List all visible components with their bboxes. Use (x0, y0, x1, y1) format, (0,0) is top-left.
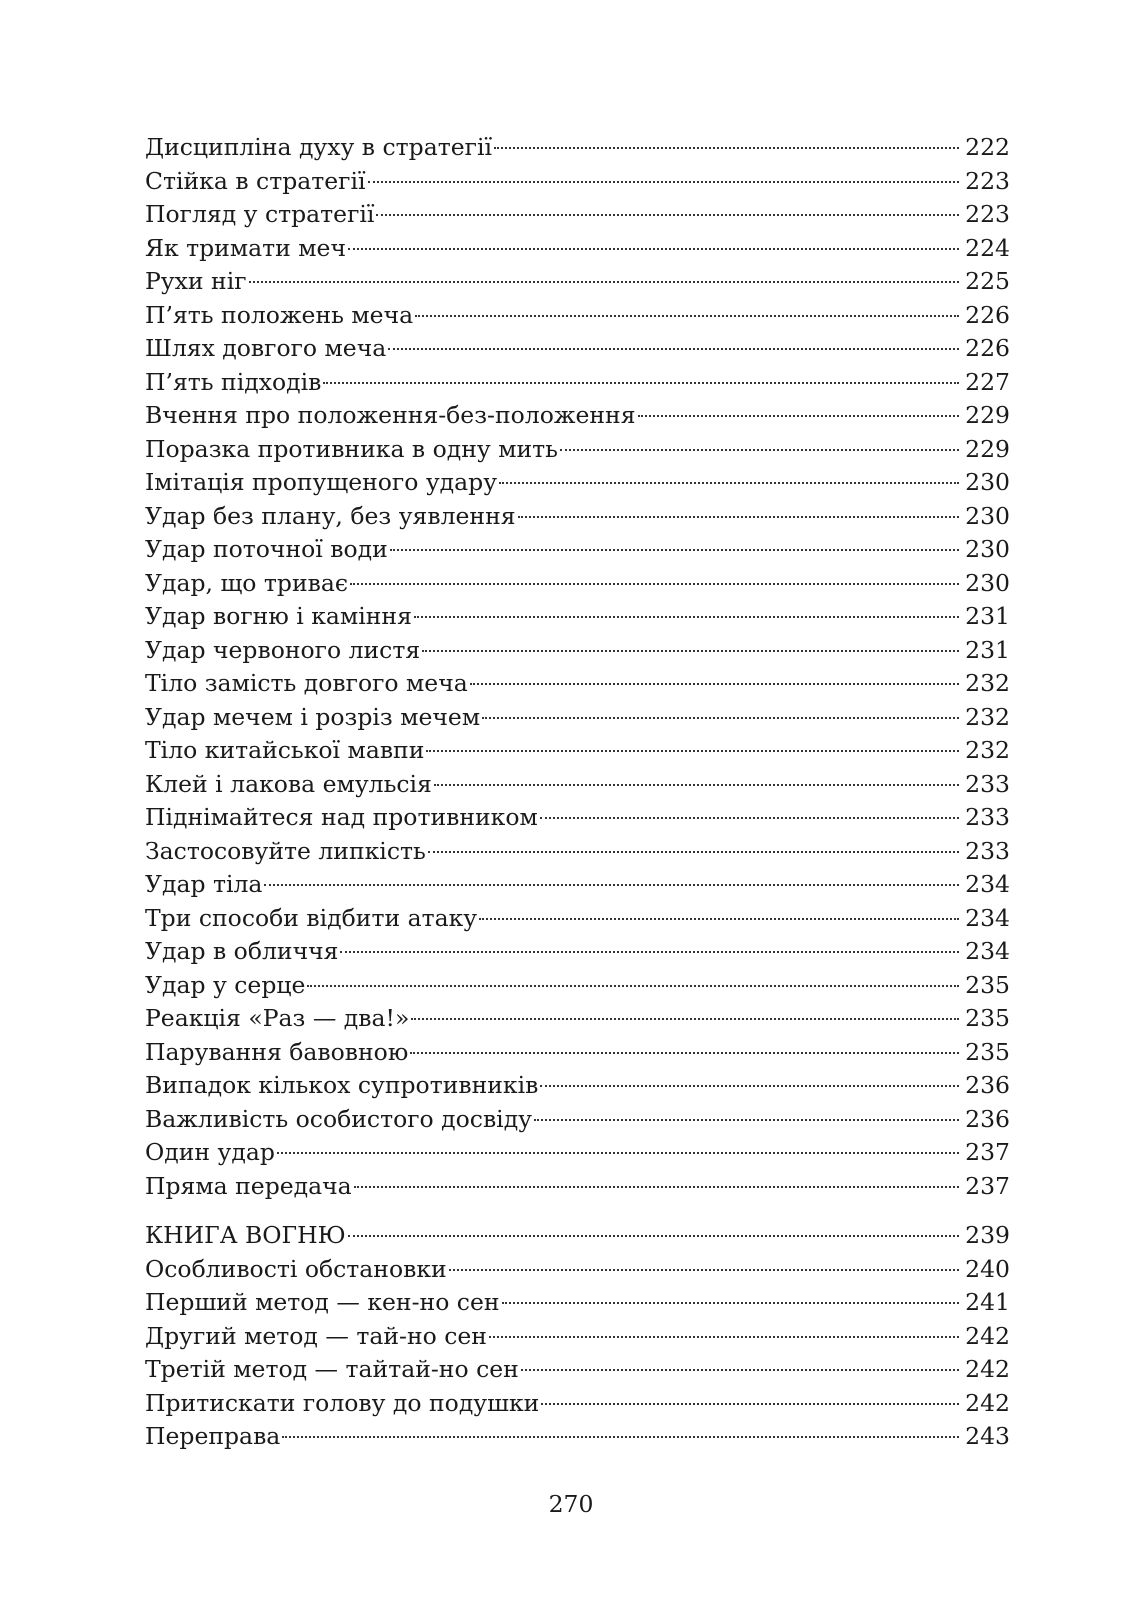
toc-entry (145, 835, 1010, 869)
dot-leader (521, 1369, 959, 1371)
dot-leader (426, 750, 959, 752)
toc-entry-title: Удар поточної води (145, 535, 388, 563)
toc-entry-title: Випадок кількох супротивників (145, 1071, 539, 1099)
page-number: 270 (548, 1490, 594, 1518)
dot-leader (422, 650, 959, 652)
dot-leader (249, 281, 960, 283)
toc-entry-page: 223 (965, 166, 1010, 195)
dot-leader (350, 583, 959, 585)
dot-leader (518, 516, 960, 518)
dot-leader (434, 784, 959, 786)
toc-entry (145, 1320, 1010, 1354)
dot-leader (411, 1018, 959, 1020)
dot-leader (449, 1269, 959, 1271)
dot-leader (307, 985, 959, 987)
toc-entry-title: Удар мечем і розріз мечем (145, 702, 481, 731)
toc-entry (145, 600, 1010, 634)
toc-entry-title: Удар вогню і каміння (145, 602, 412, 630)
toc-entry-page: 230 (965, 468, 1010, 496)
toc-entry (145, 734, 1010, 768)
toc-entry-title: Притискати голову до подушки (145, 1388, 540, 1417)
toc-entry (145, 1069, 1010, 1103)
toc-entry (145, 1002, 1010, 1036)
toc-entry-title: Реакція «Раз — два!» (145, 1004, 410, 1032)
dot-leader (470, 683, 959, 685)
toc-entry (145, 1219, 1010, 1253)
toc-entry-page: 229 (965, 401, 1010, 429)
toc-entry (145, 165, 1010, 199)
toc-entry-title: Тіло замість довгого меча (145, 669, 468, 697)
toc-entry (145, 131, 1010, 165)
toc-entry-title: Погляд у стратегії (145, 200, 375, 228)
toc-entry-title: Три способи відбити атаку (145, 903, 478, 932)
dot-leader (499, 482, 959, 484)
toc-entry-title: Перший метод — кен-но сен (145, 1288, 500, 1316)
toc-entry-page: 229 (965, 434, 1010, 463)
toc-entry-page: 233 (965, 803, 1010, 831)
toc-entry-title: Пряма передача (145, 1171, 352, 1200)
dot-leader (410, 1052, 959, 1054)
toc-entry-page: 231 (965, 635, 1010, 664)
dot-leader (368, 181, 960, 183)
toc-entry (145, 1286, 1010, 1320)
toc-section (145, 131, 1010, 1203)
dot-leader (376, 214, 959, 216)
toc-section (145, 1219, 1010, 1454)
toc-entry-title: Піднімайтеся над противником (145, 803, 538, 831)
toc-entry-title: Поразка противника в одну мить (145, 434, 558, 463)
toc-entry-page: 230 (965, 568, 1010, 597)
toc-entry-title: П’ять підходів (145, 367, 322, 396)
toc-entry-page: 226 (965, 300, 1010, 329)
dot-leader (502, 1302, 960, 1304)
toc-entry (145, 801, 1010, 835)
dot-leader (348, 248, 959, 250)
toc-entry-page: 227 (965, 367, 1010, 396)
toc-entry-title: Третій метод — тайтай-но сен (145, 1355, 519, 1383)
toc-entry (145, 433, 1010, 467)
toc-entry-page: 235 (965, 1037, 1010, 1066)
toc-entry (145, 265, 1010, 299)
toc-entry (145, 1036, 1010, 1070)
dot-leader (282, 1436, 959, 1438)
toc-entry-page: 230 (965, 535, 1010, 563)
toc-entry-page: 242 (965, 1388, 1010, 1417)
toc-entry-page: 243 (965, 1422, 1010, 1450)
toc-entry (145, 1170, 1010, 1204)
toc-entry-page: 233 (965, 769, 1010, 798)
toc-entry (145, 299, 1010, 333)
dot-leader (482, 717, 959, 719)
toc-entry-title: Один удар (145, 1138, 275, 1166)
toc-entry-page: 232 (965, 736, 1010, 764)
dot-leader (414, 616, 959, 618)
toc-entry-page: 224 (965, 233, 1010, 262)
toc-entry-title: Удар в обличчя (145, 937, 339, 965)
dot-leader (264, 884, 959, 886)
toc-entry-title: Застосовуйте липкість (145, 836, 426, 865)
toc-entry-page: 223 (965, 200, 1010, 228)
dot-leader (560, 449, 959, 451)
dot-leader (494, 147, 959, 149)
toc-entry-page: 230 (965, 501, 1010, 530)
toc-entry (145, 1103, 1010, 1137)
toc-entry-title: Переправа (145, 1422, 281, 1450)
table-of-contents (145, 131, 1010, 1454)
toc-entry-page: 236 (965, 1071, 1010, 1099)
dot-leader (479, 918, 959, 920)
toc-entry-page: 234 (965, 870, 1010, 898)
dot-leader (415, 315, 959, 317)
toc-entry-title: Удар тіла (145, 870, 263, 898)
toc-entry-title: Парування бавовною (145, 1037, 409, 1066)
toc-entry-title: Тіло китайської мавпи (145, 736, 425, 764)
toc-entry (145, 399, 1010, 433)
toc-entry-page: 234 (965, 937, 1010, 965)
dot-leader (390, 549, 959, 551)
toc-entry (145, 935, 1010, 969)
toc-entry-page: 234 (965, 903, 1010, 932)
toc-entry-page: 235 (965, 970, 1010, 999)
toc-entry (145, 366, 1010, 400)
toc-entry-title: П’ять положень меча (145, 300, 414, 329)
toc-entry-page: 225 (965, 267, 1010, 295)
toc-entry (145, 667, 1010, 701)
toc-entry-page: 237 (965, 1171, 1010, 1200)
dot-leader (340, 951, 959, 953)
toc-entry-title: Шлях довгого меча (145, 334, 387, 362)
toc-entry-title: Імітація пропущеного удару (145, 468, 498, 496)
toc-entry (145, 1253, 1010, 1287)
toc-entry-title: КНИГА ВОГНЮ (145, 1221, 346, 1249)
toc-entry (145, 533, 1010, 567)
toc-entry (145, 1387, 1010, 1421)
dot-leader (354, 1186, 959, 1188)
toc-entry-page: 222 (965, 133, 1010, 161)
toc-entry (145, 969, 1010, 1003)
toc-entry (145, 902, 1010, 936)
toc-entry (145, 868, 1010, 902)
toc-entry-title: Стійка в стратегії (145, 166, 366, 195)
toc-entry (145, 1420, 1010, 1454)
toc-entry-page: 235 (965, 1004, 1010, 1032)
toc-entry-title: Дисципліна духу в стратегії (145, 133, 492, 161)
toc-entry-title: Клей і лакова емульсія (145, 769, 432, 798)
dot-leader (534, 1119, 959, 1121)
toc-entry-page: 237 (965, 1138, 1010, 1166)
toc-entry-title: Особливості обстановки (145, 1254, 447, 1283)
toc-entry (145, 198, 1010, 232)
toc-entry (145, 701, 1010, 735)
toc-entry-page: 233 (965, 836, 1010, 865)
dot-leader (277, 1152, 959, 1154)
toc-entry-title: Удар червоного листя (145, 635, 421, 664)
dot-leader (489, 1336, 959, 1338)
toc-entry-title: Удар без плану, без уявлення (145, 501, 516, 530)
toc-entry-page: 239 (965, 1221, 1010, 1249)
toc-entry (145, 500, 1010, 534)
dot-leader (638, 415, 960, 417)
toc-entry-title: Як тримати меч (145, 233, 346, 262)
toc-entry (145, 1136, 1010, 1170)
dot-leader (428, 851, 959, 853)
toc-entry-title: Важливість особистого досвіду (145, 1104, 532, 1133)
toc-entry (145, 567, 1010, 601)
toc-entry (145, 634, 1010, 668)
toc-entry-title: Удар у серце (145, 970, 306, 999)
toc-entry-title: Удар, що триває (145, 568, 349, 597)
dot-leader (540, 817, 959, 819)
toc-entry-page: 226 (965, 334, 1010, 362)
dot-leader (323, 382, 959, 384)
dot-leader (388, 348, 959, 350)
toc-entry-page: 231 (965, 602, 1010, 630)
dot-leader (540, 1085, 959, 1087)
toc-entry-page: 240 (965, 1254, 1010, 1283)
toc-entry-page: 232 (965, 669, 1010, 697)
toc-entry-title: Рухи ніг (145, 267, 247, 295)
toc-entry-page: 241 (965, 1288, 1010, 1316)
toc-entry (145, 332, 1010, 366)
toc-entry (145, 232, 1010, 266)
toc-entry-page: 236 (965, 1104, 1010, 1133)
toc-entry-page: 242 (965, 1321, 1010, 1350)
toc-entry-page: 232 (965, 702, 1010, 731)
toc-entry (145, 1353, 1010, 1387)
toc-entry-page: 242 (965, 1355, 1010, 1383)
toc-entry (145, 466, 1010, 500)
toc-entry-title: Другий метод — тай-но сен (145, 1321, 487, 1350)
toc-entry-title: Вчення про положення-без-положення (145, 401, 636, 429)
toc-entry (145, 768, 1010, 802)
dot-leader (541, 1403, 959, 1405)
dot-leader (348, 1235, 960, 1237)
